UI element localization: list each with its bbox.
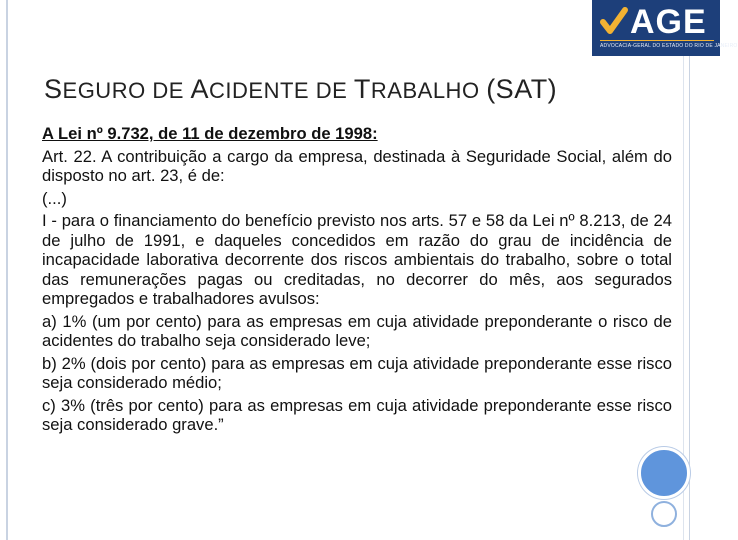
logo-subtitle: ADVOCACIA-GERAL DO ESTADO DO RIO DE JANEIRO xyxy=(600,40,714,50)
decorative-circle-small xyxy=(651,501,677,527)
slide-title xyxy=(44,74,644,105)
title-cap: A xyxy=(190,74,210,104)
slide-frame-right xyxy=(689,0,690,540)
title-word: DE xyxy=(315,78,348,103)
title-cap: T xyxy=(353,74,371,104)
slide-frame-left xyxy=(6,0,8,540)
body-paragraph: a) 1% (um por cento) para as empresas em cuja atividade preponderante o risco de acidentes do trabalho seja considerado leve; xyxy=(42,311,672,350)
law-heading: A Lei nº 9.732, de 11 de dezembro de 1998: xyxy=(42,124,378,143)
title-word: RABALHO xyxy=(370,78,480,103)
body-paragraph: (...) xyxy=(42,188,67,208)
slide-body xyxy=(42,124,672,438)
title-word: (SAT) xyxy=(486,74,558,104)
title-word: CIDENTE xyxy=(209,78,310,103)
checkmark-icon xyxy=(600,7,628,37)
decorative-circle xyxy=(638,447,690,499)
title-cap: S xyxy=(44,74,63,104)
title-word: EGURO xyxy=(62,78,146,103)
body-paragraph: Art. 22. A contribuição a cargo da empresa, destinada à Seguridade Social, além do disposto no art. 23, é de: xyxy=(42,146,672,185)
body-paragraph: c) 3% (três por cento) para as empresas em cuja atividade preponderante esse risco seja considerado grave.” xyxy=(42,395,672,434)
body-paragraph: b) 2% (dois por cento) para as empresas em cuja atividade preponderante esse risco seja considerado médio; xyxy=(42,353,672,392)
title-word: DE xyxy=(152,78,184,103)
logo-text: AGE xyxy=(630,3,707,41)
body-paragraph: I - para o financiamento do benefício previsto nos arts. 57 e 58 da Lei nº 8.213, de 24 de julho de 1991, e daqueles concedidos em razão do grau de incidência de incapacidade laborativa decorrente dos riscos ambientais do trabalho, sobre o total das remunerações pagas ou creditadas, no decorrer do mês, aos segurados empregados e trabalhadores avulsos: xyxy=(42,211,672,308)
age-logo xyxy=(592,0,738,56)
